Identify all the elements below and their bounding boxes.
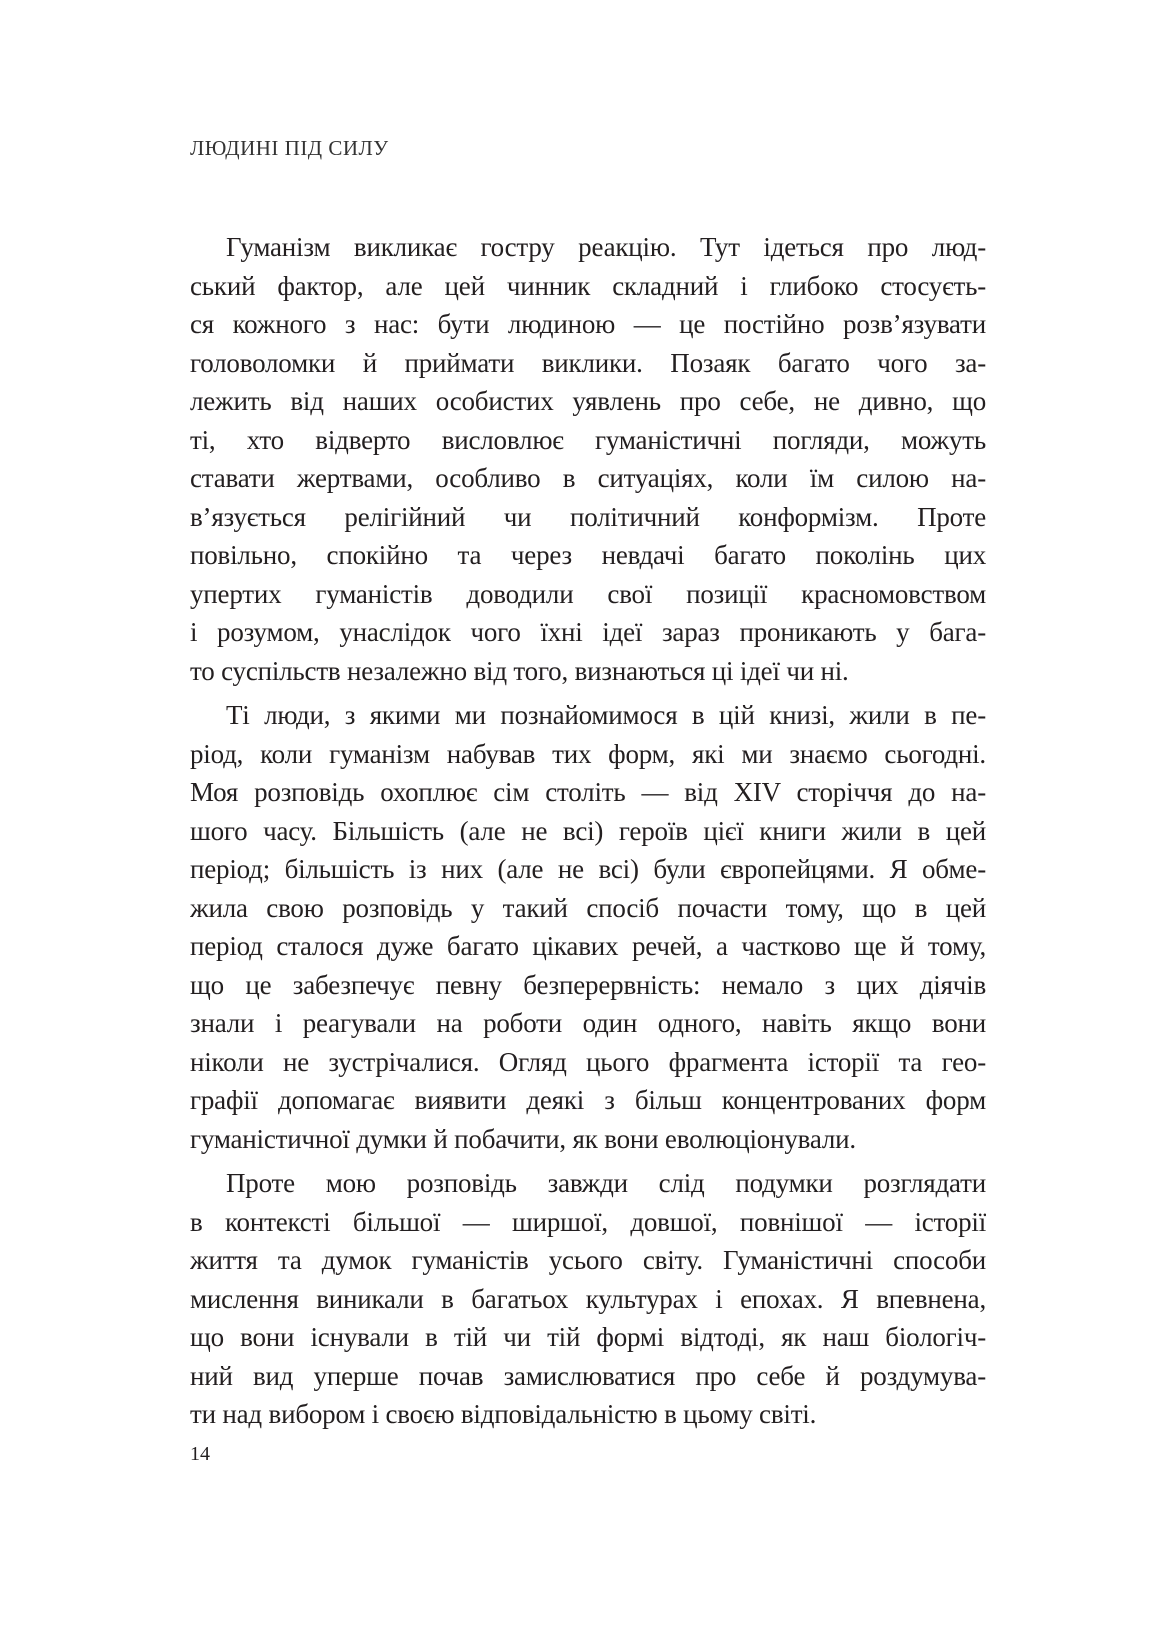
body-text [190,228,986,1434]
text-line: в контексті більшої — ширшої, довшої, повнішої — історії [190,1206,986,1237]
text-line: мислення виникали в багатьох культурах і епохах. Я впевнена, [190,1283,986,1314]
text-line: Ті люди, з якими ми познайомимося в цій книзі, жили в пе- [226,700,986,730]
text-line: що вони існували в тій чи тій формі відтоді, як наш біологіч- [190,1322,986,1352]
text-line: ти над вибором і своєю відповідальністю в цьому світі. [190,1399,817,1429]
text-line: ніколи не зустрічалися. Огляд цього фрагмента історії та гео- [190,1046,986,1077]
text-line: період; більшість із них (але не всі) були європейцями. Я обме- [190,854,986,884]
text-line: упертих гуманістів доводили свої позиції красномовством [190,578,986,609]
text-line: ся кожного з нас: бути людиною — це постійно розв’язувати [190,309,986,339]
paragraph [190,1164,986,1434]
running-head: ЛЮДИНІ ПІД СИЛУ [190,136,389,160]
text-line: ставати жертвами, особливо в ситуаціях, коли їм силою на- [190,463,986,493]
text-line: що це забезпечує певну безперервність: немало з цих діячів [190,969,986,1000]
text-line: ріод, коли гуманізм набував тих форм, які ми знаємо сьогодні. [190,738,986,769]
text-line: знали і реагували на роботи один одного, навіть якщо вони [190,1008,986,1038]
text-line: то суспільств незалежно від того, визнаються ці ідеї чи ні. [190,655,849,686]
text-line: ті, хто відверто висловлює гуманістичні погляди, можуть [190,424,986,455]
text-line: ський фактор, але цей чинник складний і глибоко стосуєть- [190,270,986,301]
text-line: Гуманізм викликає гостру реакцію. Тут ідеться про люд- [226,232,986,262]
text-line: лежить від наших особистих уявлень про себе, не дивно, що [190,386,986,416]
text-line: життя та думок гуманістів усього світу. Гуманістичні способи [190,1245,986,1275]
page-number: 14 [190,1443,210,1465]
text-line: головоломки й приймати виклики. Позаяк багато чого за- [190,347,986,378]
paragraph [190,228,986,690]
text-line: шого часу. Більшість (але не всі) героїв цієї книги жили в цей [190,815,986,846]
text-line: гуманістичної думки й побачити, як вони еволюціонували. [190,1123,856,1154]
text-line: в’язується релігійний чи політичний конформізм. Проте [190,501,986,532]
text-line: графії допомагає виявити деякі з більш концентрованих форм [190,1085,986,1115]
text-line: і розумом, унаслідок чого їхні ідеї зараз проникають у бага- [190,617,986,647]
text-line: період сталося дуже багато цікавих речей, а частково ще й тому, [190,931,986,961]
text-line: ний вид уперше почав замислюватися про себе й роздумува- [190,1360,986,1391]
text-line: повільно, спокійно та через невдачі багато поколінь цих [190,540,986,570]
text-line: жила свою розповідь у такий спосіб почасти тому, що в цей [190,892,986,923]
text-line: Проте мою розповідь завжди слід подумки розглядати [226,1168,986,1198]
text-line: Моя розповідь охоплює сім століть — від XIV сторіччя до на- [190,777,986,807]
paragraph [190,696,986,1158]
